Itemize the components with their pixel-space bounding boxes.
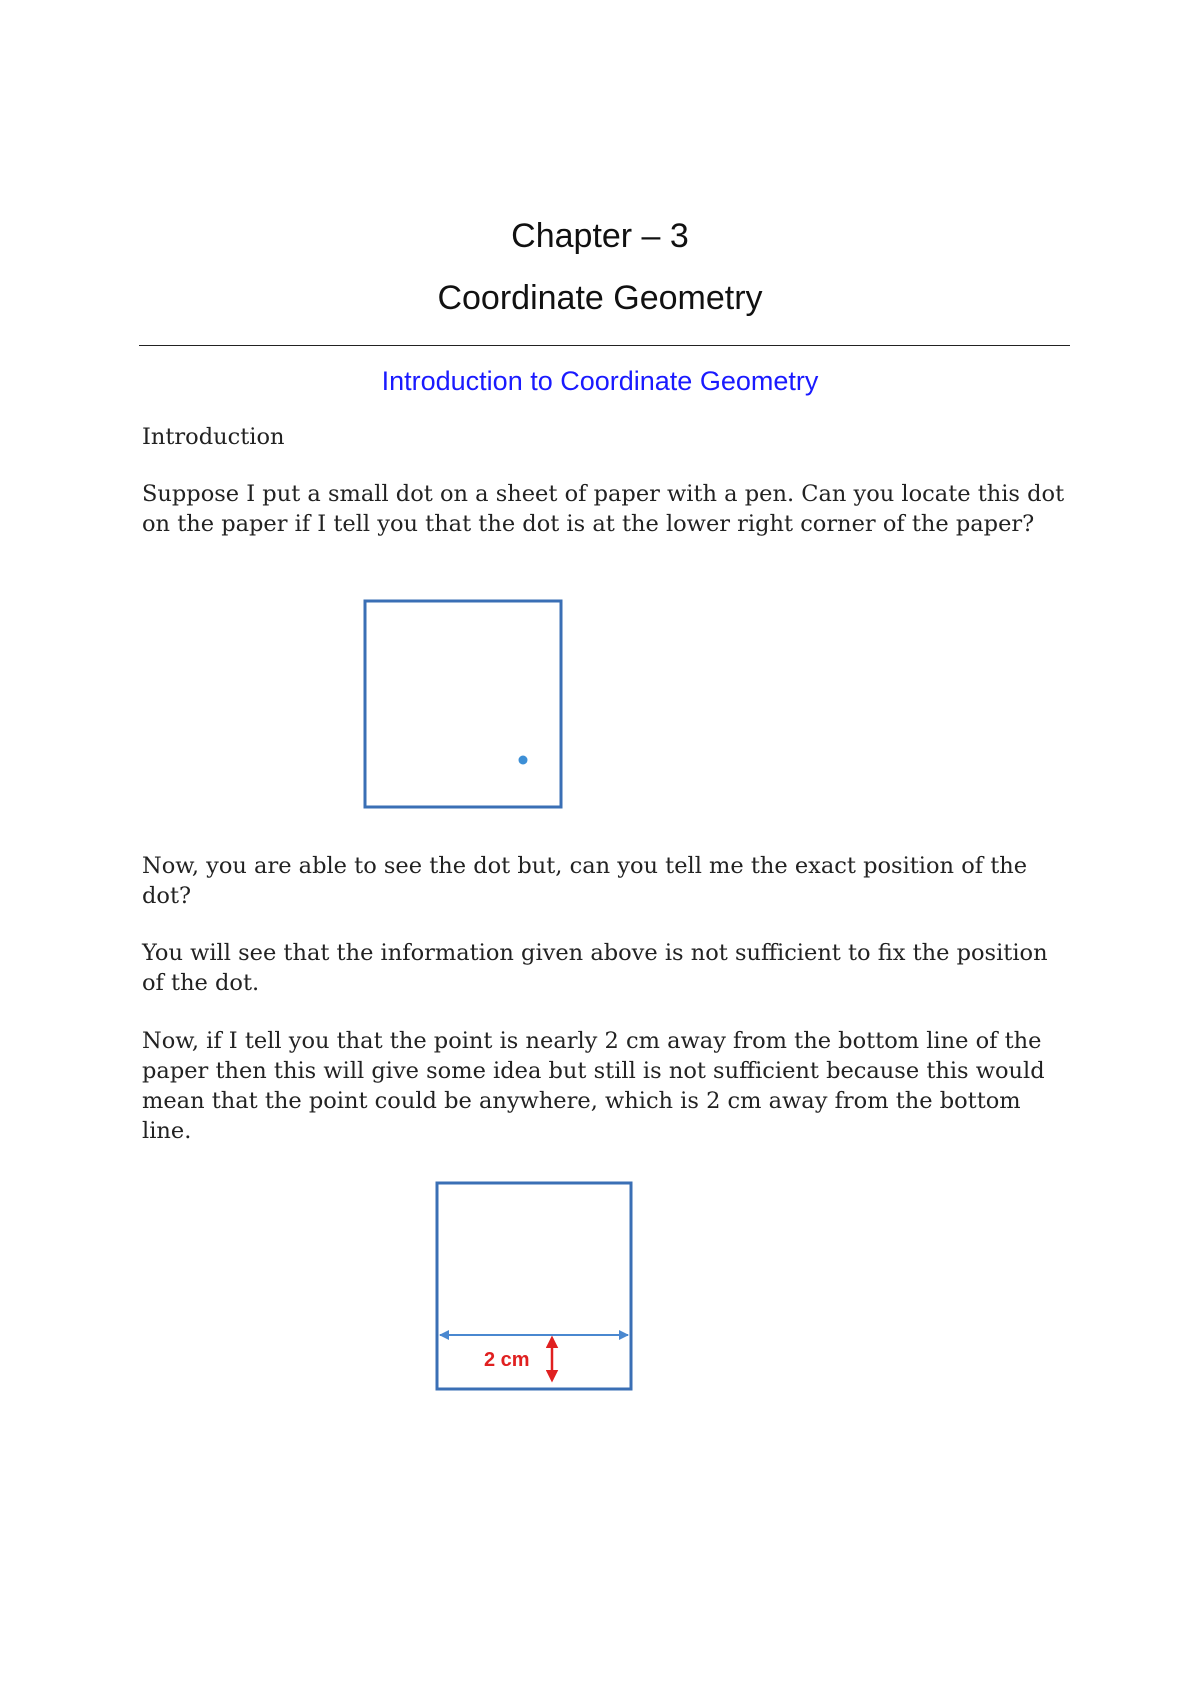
measure-label: 2 cm (484, 1349, 530, 1371)
paragraph-1: Suppose I put a small dot on a sheet of paper with a pen. Can you locate this dot on the paper if I tell you that the dot is at the lower right corner of the paper? (142, 481, 1065, 537)
paragraph-2: Now, you are able to see the dot but, can you tell me the exact position of the dot? (142, 853, 1028, 909)
chapter-title: Coordinate Geometry (437, 279, 763, 317)
title-divider (139, 345, 1070, 346)
subheading-introduction: Introduction (142, 424, 285, 450)
paper-outline (365, 601, 561, 807)
section-heading: Introduction to Coordinate Geometry (381, 366, 819, 396)
paper-dot-figure (362, 598, 564, 810)
paper-outline (437, 1183, 631, 1389)
dot-marker (519, 756, 528, 765)
chapter-number: Chapter – 3 (511, 217, 689, 255)
paper-2cm-figure (434, 1180, 634, 1392)
paragraph-3: You will see that the information given above is not sufficient to fix the position of the dot. (142, 940, 1048, 996)
paragraph-4: Now, if I tell you that the point is nearly 2 cm away from the bottom line of the paper then this will give some idea but still is not sufficient because this would mean that the point could be anywhere, which is 2 cm away from the bottom line. (142, 1028, 1045, 1144)
